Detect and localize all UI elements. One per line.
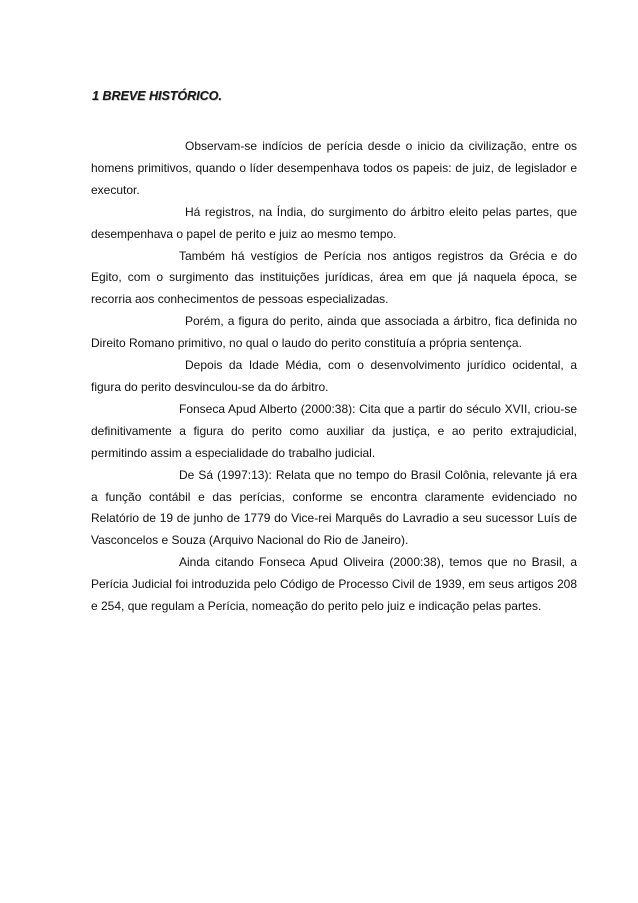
paragraph-3: Também há vestígios de Perícia nos antigos registros da Grécia e do Egito, com o surgimento das instituições jurídicas, área em que já naquela época, se recorria aos conhecimentos de pessoas especializadas. [91,248,577,307]
paragraph-6: Fonseca Apud Alberto (2000:38): Cita que a partir do século XVII, criou-se definitivamente a figura do perito como auxiliar da justiça, e ao perito extrajudicial, permitindo assim a especialidade do trabalho judicial. [91,401,577,460]
paragraph-2: Há registros, na Índia, do surgimento do árbitro eleito pelas partes, que desempenhava o papel de perito e juiz ao mesmo tempo. [91,204,577,241]
paragraph-5: Depois da Idade Média, com o desenvolvimento jurídico ocidental, a figura do perito desvinculou-se da do árbitro. [91,358,577,394]
paragraph-8: Ainda citando Fonseca Apud Oliveira (2000:38), temos que no Brasil, a Perícia Judicial foi introduzida pelo Código de Processo Civil de 1939, em seus artigos 208 e 254, que regulam a Perícia, nomeação do perito pelo juiz e indicação pelas partes. [91,555,577,614]
paragraph-1: Observam-se indícios de perícia desde o inicio da civilização, entre os homens primitivos, quando o líder desempenhava todos os papeis: de juiz, de legislador e executor. [91,139,577,197]
paragraph-7: De Sá (1997:13): Relata que no tempo do Brasil Colônia, relevante já era a função contábil e das perícias, conforme se encontra claramente evidenciado no Relatório de 19 de junho de 1779 do Vice-rei Marquês do Lavradio a seu sucessor Luís de Vasconcelos e Souza (Arquivo Nacional do Rio de Janeiro). [91,467,577,548]
paragraph-4: Porém, a figura do perito, ainda que associada a árbitro, fica definida no Direito Romano primitivo, no qual o laudo do perito constituía a própria sentença. [91,314,577,351]
document-body [91,136,577,618]
section-heading: 1 BREVE HISTÓRICO. [92,89,222,103]
